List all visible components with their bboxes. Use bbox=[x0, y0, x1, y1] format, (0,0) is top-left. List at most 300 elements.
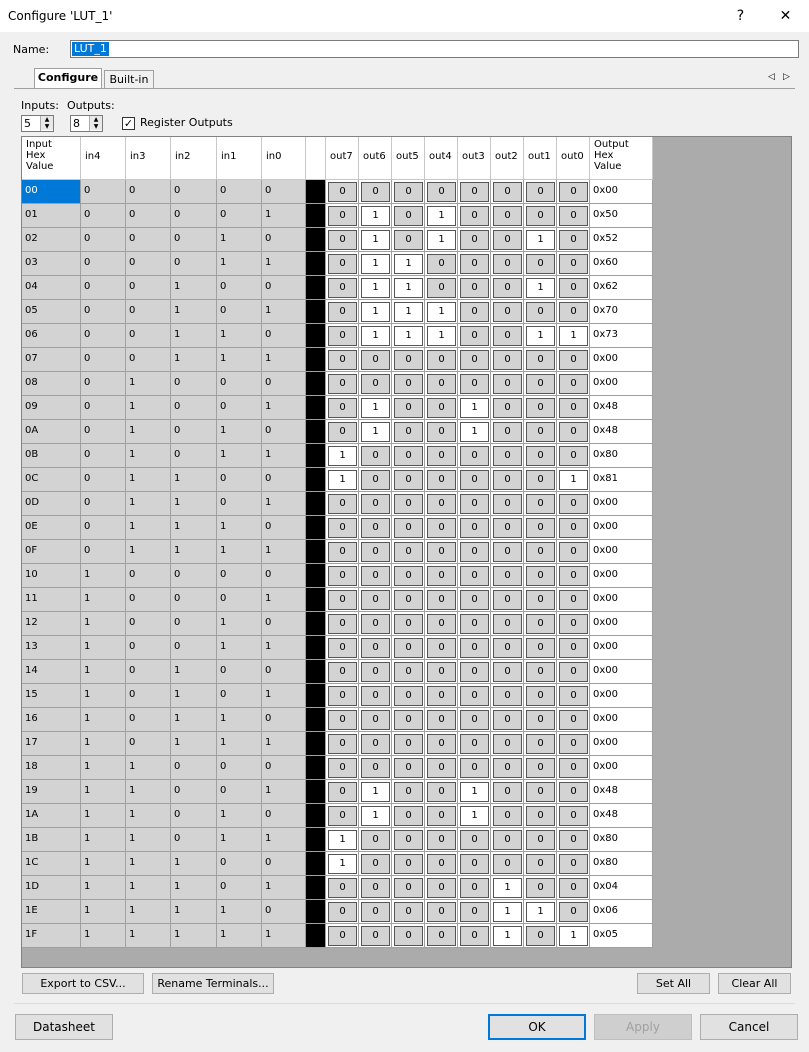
output-bit-toggle[interactable]: 0 bbox=[559, 230, 588, 250]
output-bit-toggle[interactable]: 0 bbox=[328, 326, 357, 346]
input-hex-cell[interactable]: 03 bbox=[22, 252, 81, 276]
output-bit-toggle[interactable]: 0 bbox=[559, 638, 588, 658]
output-hex-cell[interactable]: 0x00 bbox=[590, 660, 653, 684]
output-hex-cell[interactable]: 0x00 bbox=[590, 348, 653, 372]
output-bit-toggle[interactable]: 0 bbox=[559, 758, 588, 778]
output-bit-toggle[interactable]: 0 bbox=[460, 542, 489, 562]
output-bit-toggle[interactable]: 1 bbox=[394, 326, 423, 346]
output-bit-toggle[interactable]: 1 bbox=[361, 206, 390, 226]
spin-down-icon[interactable]: ▼ bbox=[90, 123, 102, 130]
output-bit-toggle[interactable]: 0 bbox=[559, 398, 588, 418]
output-bit-toggle[interactable]: 0 bbox=[361, 926, 390, 946]
output-bit-toggle[interactable]: 1 bbox=[328, 446, 357, 466]
output-bit-toggle[interactable]: 0 bbox=[493, 782, 522, 802]
output-bit-toggle[interactable]: 0 bbox=[526, 686, 555, 706]
output-bit-toggle[interactable]: 1 bbox=[427, 302, 456, 322]
output-bit-toggle[interactable]: 0 bbox=[394, 398, 423, 418]
output-bit-toggle[interactable]: 0 bbox=[526, 302, 555, 322]
output-bit-toggle[interactable]: 0 bbox=[526, 878, 555, 898]
output-bit-toggle[interactable]: 0 bbox=[559, 854, 588, 874]
output-bit-toggle[interactable]: 0 bbox=[559, 902, 588, 922]
output-bit-toggle[interactable]: 0 bbox=[394, 206, 423, 226]
output-bit-toggle[interactable]: 0 bbox=[559, 590, 588, 610]
output-bit-toggle[interactable]: 0 bbox=[559, 566, 588, 586]
output-bit-toggle[interactable]: 0 bbox=[526, 710, 555, 730]
output-bit-toggle[interactable]: 1 bbox=[526, 902, 555, 922]
output-bit-toggle[interactable]: 0 bbox=[526, 662, 555, 682]
output-bit-toggle[interactable]: 0 bbox=[493, 422, 522, 442]
output-bit-toggle[interactable]: 0 bbox=[460, 326, 489, 346]
output-bit-toggle[interactable]: 0 bbox=[493, 638, 522, 658]
input-hex-cell[interactable]: 10 bbox=[22, 564, 81, 588]
output-bit-toggle[interactable]: 0 bbox=[394, 686, 423, 706]
input-hex-cell[interactable]: 05 bbox=[22, 300, 81, 324]
output-bit-toggle[interactable]: 1 bbox=[526, 230, 555, 250]
output-bit-toggle[interactable]: 0 bbox=[460, 710, 489, 730]
output-hex-cell[interactable]: 0x04 bbox=[590, 876, 653, 900]
output-bit-toggle[interactable]: 0 bbox=[559, 494, 588, 514]
output-bit-toggle[interactable]: 0 bbox=[328, 614, 357, 634]
output-bit-toggle[interactable]: 0 bbox=[394, 350, 423, 370]
register-outputs-checkbox[interactable]: ✓ bbox=[123, 117, 134, 130]
output-bit-toggle[interactable]: 0 bbox=[427, 854, 456, 874]
output-bit-toggle[interactable]: 0 bbox=[328, 686, 357, 706]
input-hex-cell[interactable]: 01 bbox=[22, 204, 81, 228]
output-bit-toggle[interactable]: 0 bbox=[427, 254, 456, 274]
output-bit-toggle[interactable]: 0 bbox=[361, 566, 390, 586]
output-bit-toggle[interactable]: 0 bbox=[427, 398, 456, 418]
output-bit-toggle[interactable]: 0 bbox=[328, 638, 357, 658]
output-bit-toggle[interactable]: 0 bbox=[526, 566, 555, 586]
output-bit-toggle[interactable]: 0 bbox=[460, 278, 489, 298]
output-bit-toggle[interactable]: 0 bbox=[328, 302, 357, 322]
clear-all-button[interactable]: Clear All bbox=[718, 973, 791, 994]
output-bit-toggle[interactable]: 0 bbox=[526, 422, 555, 442]
output-bit-toggle[interactable]: 0 bbox=[328, 182, 357, 202]
output-bit-toggle[interactable]: 0 bbox=[328, 710, 357, 730]
export-csv-button[interactable]: Export to CSV... bbox=[22, 973, 144, 994]
output-bit-toggle[interactable]: 0 bbox=[361, 542, 390, 562]
output-bit-toggle[interactable]: 0 bbox=[328, 542, 357, 562]
output-bit-toggle[interactable]: 0 bbox=[559, 278, 588, 298]
output-bit-toggle[interactable]: 0 bbox=[427, 638, 456, 658]
output-bit-toggle[interactable]: 0 bbox=[328, 902, 357, 922]
output-bit-toggle[interactable]: 0 bbox=[361, 902, 390, 922]
input-hex-cell[interactable]: 06 bbox=[22, 324, 81, 348]
output-bit-toggle[interactable]: 0 bbox=[526, 374, 555, 394]
output-bit-toggle[interactable]: 0 bbox=[460, 350, 489, 370]
output-bit-toggle[interactable]: 0 bbox=[493, 494, 522, 514]
output-hex-cell[interactable]: 0x60 bbox=[590, 252, 653, 276]
output-bit-toggle[interactable]: 0 bbox=[427, 734, 456, 754]
output-bit-toggle[interactable]: 0 bbox=[493, 470, 522, 490]
output-bit-toggle[interactable]: 0 bbox=[493, 758, 522, 778]
output-bit-toggle[interactable]: 0 bbox=[427, 350, 456, 370]
output-bit-toggle[interactable]: 0 bbox=[526, 806, 555, 826]
output-bit-toggle[interactable]: 1 bbox=[361, 326, 390, 346]
output-bit-toggle[interactable]: 0 bbox=[460, 446, 489, 466]
spin-up-icon[interactable]: ▲ bbox=[90, 116, 102, 123]
output-bit-toggle[interactable]: 0 bbox=[361, 830, 390, 850]
output-bit-toggle[interactable]: 1 bbox=[460, 422, 489, 442]
input-hex-cell[interactable]: 0D bbox=[22, 492, 81, 516]
output-bit-toggle[interactable]: 0 bbox=[493, 350, 522, 370]
output-bit-toggle[interactable]: 0 bbox=[493, 206, 522, 226]
output-bit-toggle[interactable]: 1 bbox=[460, 806, 489, 826]
cancel-button[interactable]: Cancel bbox=[700, 1014, 798, 1040]
output-bit-toggle[interactable]: 1 bbox=[493, 926, 522, 946]
output-bit-toggle[interactable]: 0 bbox=[394, 806, 423, 826]
output-bit-toggle[interactable]: 0 bbox=[394, 854, 423, 874]
output-bit-toggle[interactable]: 0 bbox=[493, 230, 522, 250]
output-hex-cell[interactable]: 0x81 bbox=[590, 468, 653, 492]
input-hex-cell[interactable]: 02 bbox=[22, 228, 81, 252]
output-bit-toggle[interactable]: 0 bbox=[328, 878, 357, 898]
output-bit-toggle[interactable]: 0 bbox=[559, 254, 588, 274]
output-hex-cell[interactable]: 0x48 bbox=[590, 396, 653, 420]
output-bit-toggle[interactable]: 0 bbox=[427, 902, 456, 922]
output-bit-toggle[interactable]: 1 bbox=[328, 854, 357, 874]
spin-up-icon[interactable]: ▲ bbox=[41, 116, 53, 123]
input-hex-cell[interactable]: 1D bbox=[22, 876, 81, 900]
tab-configure[interactable]: Configure bbox=[34, 68, 102, 89]
output-bit-toggle[interactable]: 0 bbox=[394, 518, 423, 538]
output-bit-toggle[interactable]: 0 bbox=[526, 758, 555, 778]
input-hex-cell[interactable]: 0E bbox=[22, 516, 81, 540]
output-bit-toggle[interactable]: 0 bbox=[427, 182, 456, 202]
output-bit-toggle[interactable]: 1 bbox=[361, 398, 390, 418]
output-bit-toggle[interactable]: 0 bbox=[460, 638, 489, 658]
output-bit-toggle[interactable]: 0 bbox=[328, 398, 357, 418]
output-bit-toggle[interactable]: 0 bbox=[394, 182, 423, 202]
output-bit-toggle[interactable]: 0 bbox=[493, 566, 522, 586]
output-bit-toggle[interactable]: 0 bbox=[361, 350, 390, 370]
output-hex-cell[interactable]: 0x05 bbox=[590, 924, 653, 948]
output-bit-toggle[interactable]: 0 bbox=[328, 350, 357, 370]
output-bit-toggle[interactable]: 0 bbox=[361, 710, 390, 730]
output-bit-toggle[interactable]: 0 bbox=[361, 854, 390, 874]
output-bit-toggle[interactable]: 0 bbox=[460, 662, 489, 682]
output-bit-toggle[interactable]: 0 bbox=[493, 614, 522, 634]
output-bit-toggle[interactable]: 0 bbox=[559, 662, 588, 682]
input-hex-cell[interactable]: 11 bbox=[22, 588, 81, 612]
output-bit-toggle[interactable]: 0 bbox=[559, 734, 588, 754]
output-bit-toggle[interactable]: 0 bbox=[394, 230, 423, 250]
output-hex-cell[interactable]: 0x00 bbox=[590, 684, 653, 708]
tab-scroll-left-icon[interactable]: ◁ bbox=[768, 72, 775, 82]
output-bit-toggle[interactable]: 1 bbox=[427, 326, 456, 346]
output-bit-toggle[interactable]: 0 bbox=[394, 830, 423, 850]
outputs-stepper[interactable] bbox=[70, 115, 103, 132]
output-hex-cell[interactable]: 0x00 bbox=[590, 708, 653, 732]
output-bit-toggle[interactable]: 0 bbox=[559, 806, 588, 826]
output-hex-cell[interactable]: 0x50 bbox=[590, 204, 653, 228]
output-bit-toggle[interactable]: 0 bbox=[361, 638, 390, 658]
input-hex-cell[interactable]: 08 bbox=[22, 372, 81, 396]
output-bit-toggle[interactable]: 0 bbox=[526, 182, 555, 202]
output-bit-toggle[interactable]: 0 bbox=[493, 542, 522, 562]
close-icon[interactable]: ✕ bbox=[779, 8, 792, 24]
output-hex-cell[interactable]: 0x00 bbox=[590, 540, 653, 564]
output-bit-toggle[interactable]: 1 bbox=[526, 278, 555, 298]
output-hex-cell[interactable]: 0x00 bbox=[590, 588, 653, 612]
output-bit-toggle[interactable]: 0 bbox=[361, 686, 390, 706]
input-hex-cell[interactable]: 00 bbox=[22, 180, 81, 204]
output-bit-toggle[interactable]: 0 bbox=[361, 494, 390, 514]
datasheet-button[interactable]: Datasheet bbox=[15, 1014, 113, 1040]
output-bit-toggle[interactable]: 0 bbox=[427, 830, 456, 850]
output-bit-toggle[interactable]: 0 bbox=[493, 182, 522, 202]
input-hex-cell[interactable]: 1E bbox=[22, 900, 81, 924]
output-bit-toggle[interactable]: 0 bbox=[361, 470, 390, 490]
output-bit-toggle[interactable]: 0 bbox=[361, 182, 390, 202]
input-hex-cell[interactable]: 0A bbox=[22, 420, 81, 444]
output-bit-toggle[interactable]: 0 bbox=[394, 446, 423, 466]
output-bit-toggle[interactable]: 0 bbox=[394, 734, 423, 754]
input-hex-cell[interactable]: 12 bbox=[22, 612, 81, 636]
output-bit-toggle[interactable]: 0 bbox=[361, 590, 390, 610]
output-bit-toggle[interactable]: 0 bbox=[361, 878, 390, 898]
output-bit-toggle[interactable]: 0 bbox=[526, 638, 555, 658]
output-bit-toggle[interactable]: 0 bbox=[427, 806, 456, 826]
output-hex-cell[interactable]: 0x00 bbox=[590, 564, 653, 588]
output-bit-toggle[interactable]: 0 bbox=[493, 302, 522, 322]
output-bit-toggle[interactable]: 0 bbox=[493, 854, 522, 874]
output-bit-toggle[interactable]: 1 bbox=[361, 230, 390, 250]
output-bit-toggle[interactable]: 0 bbox=[526, 494, 555, 514]
output-bit-toggle[interactable]: 0 bbox=[394, 902, 423, 922]
input-hex-cell[interactable]: 1A bbox=[22, 804, 81, 828]
output-bit-toggle[interactable]: 0 bbox=[559, 302, 588, 322]
output-bit-toggle[interactable]: 0 bbox=[394, 638, 423, 658]
output-bit-toggle[interactable]: 0 bbox=[394, 590, 423, 610]
output-hex-cell[interactable]: 0x00 bbox=[590, 756, 653, 780]
output-bit-toggle[interactable]: 0 bbox=[559, 686, 588, 706]
output-hex-cell[interactable]: 0x48 bbox=[590, 804, 653, 828]
output-bit-toggle[interactable]: 0 bbox=[493, 398, 522, 418]
output-bit-toggle[interactable]: 0 bbox=[559, 374, 588, 394]
output-bit-toggle[interactable]: 0 bbox=[526, 614, 555, 634]
output-bit-toggle[interactable]: 0 bbox=[460, 374, 489, 394]
output-bit-toggle[interactable]: 0 bbox=[427, 566, 456, 586]
output-bit-toggle[interactable]: 0 bbox=[493, 518, 522, 538]
output-bit-toggle[interactable]: 0 bbox=[559, 422, 588, 442]
output-bit-toggle[interactable]: 0 bbox=[493, 254, 522, 274]
output-bit-toggle[interactable]: 1 bbox=[427, 206, 456, 226]
input-hex-cell[interactable]: 14 bbox=[22, 660, 81, 684]
output-bit-toggle[interactable]: 1 bbox=[559, 470, 588, 490]
output-bit-toggle[interactable]: 0 bbox=[427, 662, 456, 682]
output-bit-toggle[interactable]: 0 bbox=[526, 446, 555, 466]
output-bit-toggle[interactable]: 0 bbox=[460, 854, 489, 874]
output-hex-cell[interactable]: 0x00 bbox=[590, 492, 653, 516]
output-bit-toggle[interactable]: 0 bbox=[460, 926, 489, 946]
output-bit-toggle[interactable]: 0 bbox=[460, 614, 489, 634]
input-hex-cell[interactable]: 0C bbox=[22, 468, 81, 492]
output-bit-toggle[interactable]: 0 bbox=[394, 470, 423, 490]
input-hex-cell[interactable]: 18 bbox=[22, 756, 81, 780]
output-bit-toggle[interactable]: 0 bbox=[427, 758, 456, 778]
output-bit-toggle[interactable]: 1 bbox=[394, 278, 423, 298]
output-bit-toggle[interactable]: 0 bbox=[493, 686, 522, 706]
output-bit-toggle[interactable]: 0 bbox=[394, 758, 423, 778]
output-bit-toggle[interactable]: 0 bbox=[559, 446, 588, 466]
output-bit-toggle[interactable]: 0 bbox=[394, 926, 423, 946]
output-bit-toggle[interactable]: 0 bbox=[526, 590, 555, 610]
output-hex-cell[interactable]: 0x80 bbox=[590, 828, 653, 852]
output-bit-toggle[interactable]: 0 bbox=[460, 830, 489, 850]
output-hex-cell[interactable]: 0x80 bbox=[590, 444, 653, 468]
output-bit-toggle[interactable]: 1 bbox=[361, 278, 390, 298]
output-bit-toggle[interactable]: 0 bbox=[328, 374, 357, 394]
output-bit-toggle[interactable]: 0 bbox=[394, 566, 423, 586]
output-bit-toggle[interactable]: 0 bbox=[394, 782, 423, 802]
output-bit-toggle[interactable]: 0 bbox=[526, 518, 555, 538]
output-bit-toggle[interactable]: 1 bbox=[361, 302, 390, 322]
output-bit-toggle[interactable]: 0 bbox=[427, 782, 456, 802]
output-bit-toggle[interactable]: 0 bbox=[427, 590, 456, 610]
output-bit-toggle[interactable]: 0 bbox=[394, 542, 423, 562]
output-hex-cell[interactable]: 0x62 bbox=[590, 276, 653, 300]
input-hex-cell[interactable]: 07 bbox=[22, 348, 81, 372]
output-bit-toggle[interactable]: 1 bbox=[394, 302, 423, 322]
output-hex-cell[interactable]: 0x48 bbox=[590, 780, 653, 804]
output-bit-toggle[interactable]: 0 bbox=[328, 494, 357, 514]
output-bit-toggle[interactable]: 1 bbox=[559, 926, 588, 946]
output-bit-toggle[interactable]: 0 bbox=[460, 494, 489, 514]
output-bit-toggle[interactable]: 1 bbox=[460, 782, 489, 802]
name-input[interactable] bbox=[70, 40, 799, 58]
output-bit-toggle[interactable]: 0 bbox=[328, 758, 357, 778]
output-bit-toggle[interactable]: 0 bbox=[493, 662, 522, 682]
output-bit-toggle[interactable]: 0 bbox=[328, 206, 357, 226]
output-bit-toggle[interactable]: 0 bbox=[460, 230, 489, 250]
output-bit-toggle[interactable]: 0 bbox=[361, 662, 390, 682]
output-bit-toggle[interactable]: 0 bbox=[559, 878, 588, 898]
output-bit-toggle[interactable]: 0 bbox=[460, 206, 489, 226]
output-bit-toggle[interactable]: 0 bbox=[526, 470, 555, 490]
output-bit-toggle[interactable]: 0 bbox=[559, 518, 588, 538]
output-bit-toggle[interactable]: 0 bbox=[328, 782, 357, 802]
output-bit-toggle[interactable]: 0 bbox=[394, 494, 423, 514]
output-bit-toggle[interactable]: 0 bbox=[427, 710, 456, 730]
output-bit-toggle[interactable]: 1 bbox=[427, 230, 456, 250]
output-bit-toggle[interactable]: 0 bbox=[427, 278, 456, 298]
output-bit-toggle[interactable]: 0 bbox=[361, 614, 390, 634]
input-hex-cell[interactable]: 1F bbox=[22, 924, 81, 948]
output-bit-toggle[interactable]: 0 bbox=[559, 350, 588, 370]
output-bit-toggle[interactable]: 0 bbox=[493, 278, 522, 298]
output-bit-toggle[interactable]: 0 bbox=[526, 542, 555, 562]
output-bit-toggle[interactable]: 0 bbox=[394, 614, 423, 634]
output-bit-toggle[interactable]: 0 bbox=[526, 398, 555, 418]
output-bit-toggle[interactable]: 0 bbox=[559, 206, 588, 226]
output-bit-toggle[interactable]: 0 bbox=[328, 230, 357, 250]
tab-scroll-right-icon[interactable]: ▷ bbox=[783, 72, 790, 82]
output-hex-cell[interactable]: 0x00 bbox=[590, 180, 653, 204]
input-hex-cell[interactable]: 0F bbox=[22, 540, 81, 564]
output-bit-toggle[interactable]: 0 bbox=[427, 470, 456, 490]
output-hex-cell[interactable]: 0x48 bbox=[590, 420, 653, 444]
input-hex-cell[interactable]: 16 bbox=[22, 708, 81, 732]
output-bit-toggle[interactable]: 0 bbox=[328, 254, 357, 274]
output-bit-toggle[interactable]: 0 bbox=[493, 590, 522, 610]
output-bit-toggle[interactable]: 0 bbox=[493, 806, 522, 826]
set-all-button[interactable]: Set All bbox=[637, 973, 710, 994]
output-hex-cell[interactable]: 0x00 bbox=[590, 612, 653, 636]
output-bit-toggle[interactable]: 0 bbox=[526, 830, 555, 850]
output-hex-cell[interactable]: 0x00 bbox=[590, 636, 653, 660]
output-bit-toggle[interactable]: 0 bbox=[493, 326, 522, 346]
spin-down-icon[interactable]: ▼ bbox=[41, 123, 53, 130]
output-bit-toggle[interactable]: 0 bbox=[493, 734, 522, 754]
apply-button[interactable]: Apply bbox=[594, 1014, 692, 1040]
output-bit-toggle[interactable]: 0 bbox=[526, 206, 555, 226]
output-bit-toggle[interactable]: 0 bbox=[328, 278, 357, 298]
output-bit-toggle[interactable]: 0 bbox=[394, 710, 423, 730]
output-bit-toggle[interactable]: 0 bbox=[361, 374, 390, 394]
output-bit-toggle[interactable]: 1 bbox=[493, 902, 522, 922]
output-hex-cell[interactable]: 0x00 bbox=[590, 516, 653, 540]
output-bit-toggle[interactable]: 0 bbox=[559, 182, 588, 202]
output-hex-cell[interactable]: 0x70 bbox=[590, 300, 653, 324]
output-hex-cell[interactable]: 0x80 bbox=[590, 852, 653, 876]
output-bit-toggle[interactable]: 0 bbox=[493, 446, 522, 466]
input-hex-cell[interactable]: 1C bbox=[22, 852, 81, 876]
output-bit-toggle[interactable]: 0 bbox=[526, 734, 555, 754]
output-bit-toggle[interactable]: 0 bbox=[394, 878, 423, 898]
output-bit-toggle[interactable]: 1 bbox=[394, 254, 423, 274]
output-bit-toggle[interactable]: 0 bbox=[427, 878, 456, 898]
output-hex-cell[interactable]: 0x00 bbox=[590, 732, 653, 756]
output-bit-toggle[interactable]: 0 bbox=[559, 782, 588, 802]
output-bit-toggle[interactable]: 0 bbox=[427, 446, 456, 466]
output-bit-toggle[interactable]: 0 bbox=[361, 518, 390, 538]
output-bit-toggle[interactable]: 0 bbox=[361, 734, 390, 754]
inputs-stepper[interactable] bbox=[21, 115, 54, 132]
output-bit-toggle[interactable]: 0 bbox=[427, 494, 456, 514]
output-bit-toggle[interactable]: 0 bbox=[526, 926, 555, 946]
output-bit-toggle[interactable]: 0 bbox=[427, 518, 456, 538]
output-bit-toggle[interactable]: 0 bbox=[460, 758, 489, 778]
output-bit-toggle[interactable]: 0 bbox=[460, 182, 489, 202]
output-bit-toggle[interactable]: 1 bbox=[361, 254, 390, 274]
output-hex-cell[interactable]: 0x00 bbox=[590, 372, 653, 396]
input-hex-cell[interactable]: 13 bbox=[22, 636, 81, 660]
output-bit-toggle[interactable]: 0 bbox=[526, 854, 555, 874]
output-bit-toggle[interactable]: 0 bbox=[394, 422, 423, 442]
output-bit-toggle[interactable]: 1 bbox=[526, 326, 555, 346]
output-hex-cell[interactable]: 0x06 bbox=[590, 900, 653, 924]
output-bit-toggle[interactable]: 0 bbox=[460, 878, 489, 898]
output-bit-toggle[interactable]: 0 bbox=[460, 902, 489, 922]
output-bit-toggle[interactable]: 0 bbox=[328, 590, 357, 610]
output-bit-toggle[interactable]: 1 bbox=[361, 782, 390, 802]
ok-button[interactable]: OK bbox=[488, 1014, 586, 1040]
input-hex-cell[interactable]: 09 bbox=[22, 396, 81, 420]
output-bit-toggle[interactable]: 0 bbox=[559, 710, 588, 730]
input-hex-cell[interactable]: 17 bbox=[22, 732, 81, 756]
input-hex-cell[interactable]: 04 bbox=[22, 276, 81, 300]
output-bit-toggle[interactable]: 1 bbox=[328, 470, 357, 490]
input-hex-cell[interactable]: 15 bbox=[22, 684, 81, 708]
input-hex-cell[interactable]: 19 bbox=[22, 780, 81, 804]
output-bit-toggle[interactable]: 0 bbox=[460, 518, 489, 538]
output-bit-toggle[interactable]: 0 bbox=[361, 758, 390, 778]
output-bit-toggle[interactable]: 0 bbox=[328, 422, 357, 442]
output-bit-toggle[interactable]: 0 bbox=[460, 590, 489, 610]
output-bit-toggle[interactable]: 0 bbox=[361, 446, 390, 466]
